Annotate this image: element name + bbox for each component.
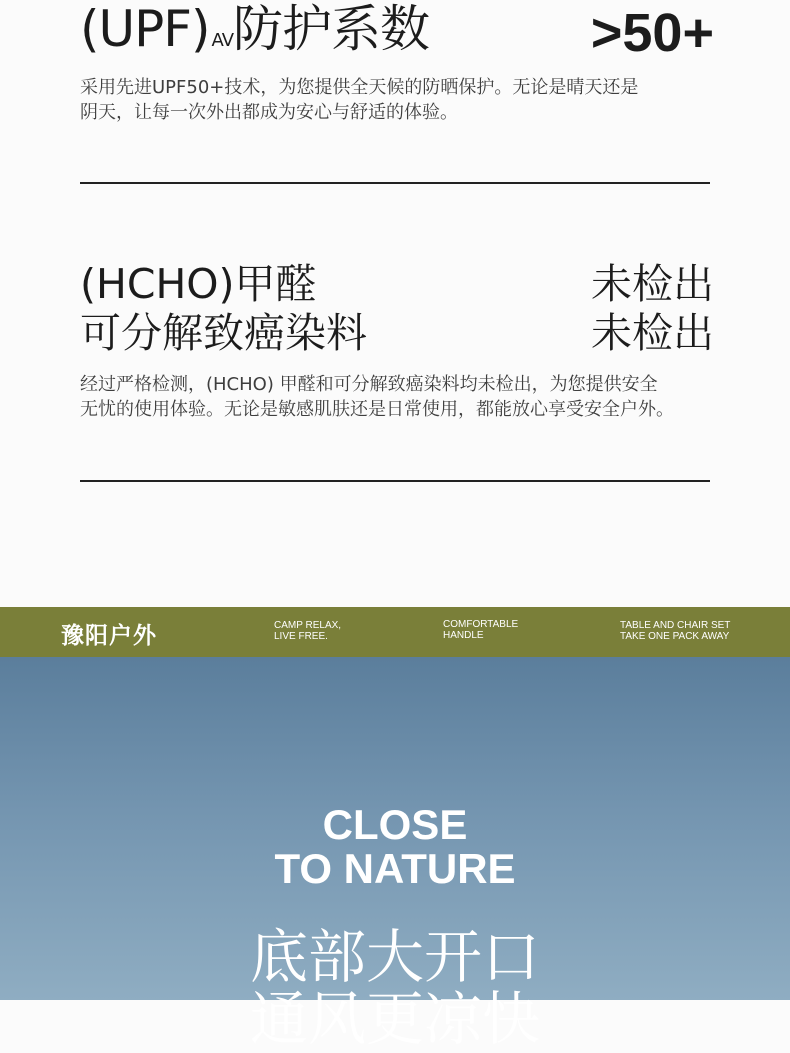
hero-cn-line1: 底部大开口 bbox=[249, 923, 540, 991]
carcinogenic-dye-label: 可分解致癌染料 bbox=[80, 309, 367, 357]
divider bbox=[80, 182, 710, 184]
upf-description-line1: 采用先进UPF50+技术，为您提供全天候的防晒保护。无论是晴天还是 bbox=[80, 77, 639, 98]
upf-title-cn: 防护系数 bbox=[233, 0, 430, 58]
carcinogenic-dye-value: 未检出 bbox=[591, 309, 714, 357]
chemicals-description-line1: 经过严格检测，(HCHO) 甲醛和可分解致癌染料均未检出，为您提供安全 bbox=[80, 374, 658, 395]
upf-title-prefix: (UPF) bbox=[80, 0, 210, 58]
hero-heading-line2: TO NATURE bbox=[274, 845, 516, 892]
hcho-value: 未检出 bbox=[591, 260, 714, 308]
tagline-camp-relax: CAMP RELAX, LIVE FREE. bbox=[274, 620, 342, 642]
hero-heading-line1: CLOSE bbox=[322, 801, 468, 848]
upf-value: >50+ bbox=[590, 3, 714, 63]
upf-title bbox=[80, 0, 430, 58]
brand-name: 豫阳户外 bbox=[61, 623, 157, 649]
chemicals-description-line2: 无忧的使用体验。无论是敏感肌肤还是日常使用，都能放心享受安全户外。 bbox=[80, 399, 674, 420]
hero-sky-image bbox=[0, 657, 790, 1053]
hcho-label: (HCHO)甲醛 bbox=[80, 260, 317, 308]
hero-cn-line2: 通风更凉快 bbox=[249, 985, 540, 1053]
tagline-table-chair-set: TABLE AND CHAIR SET TAKE ONE PACK AWAY bbox=[620, 620, 731, 642]
tagline-comfortable-handle: COMFORTABLE HANDLE bbox=[443, 619, 519, 641]
upf-title-subscript: AV bbox=[211, 30, 234, 51]
divider bbox=[80, 480, 710, 482]
upf-description-line2: 阴天，让每一次外出都成为安心与舒适的体验。 bbox=[80, 102, 458, 123]
